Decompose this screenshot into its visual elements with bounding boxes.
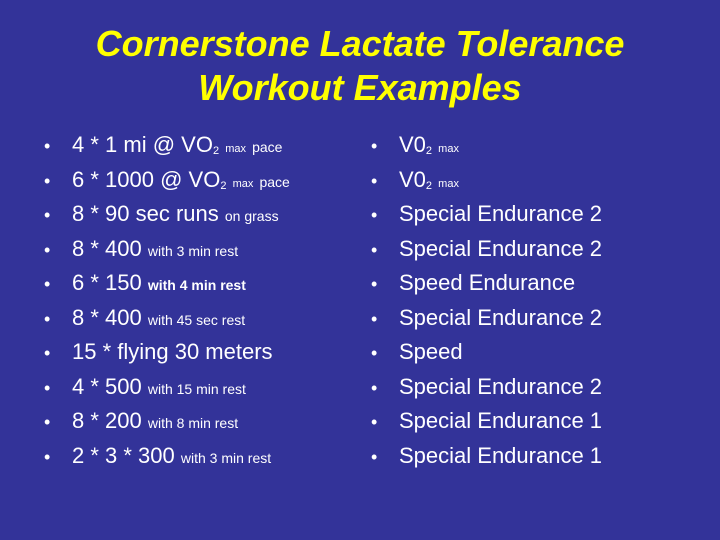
list-item [44,370,374,405]
item-main: Special Endurance 2 [399,304,603,330]
list-item [44,197,374,232]
list-item [371,439,701,474]
list-item [371,404,701,439]
title-line-2: Workout Examples [198,67,522,108]
item-main: Special Endurance 2 [399,373,603,399]
item-note: with 3 min rest [147,242,239,259]
item-note: on grass [224,208,279,224]
list-item [44,335,374,370]
item-note: with 8 min rest [147,415,239,431]
slide-title [0,22,720,110]
list-item [44,301,374,336]
bullet-icon: • [371,377,378,398]
item-subscript: 2 [220,179,227,192]
item-main: 6 * 150 [72,270,142,295]
list-item [371,163,701,198]
item-main: 15 * flying 30 meters [72,339,273,364]
item-note: with 4 min rest [147,277,246,293]
bullet-icon: • [371,170,378,191]
title-line-1: Cornerstone Lactate Tolerance [95,23,625,64]
workout-list [44,128,374,473]
bullet-icon: • [371,308,378,329]
item-main: 8 * 400 [72,235,142,261]
bullet-icon: • [371,205,378,225]
list-item [371,301,701,336]
item-main: Speed Endurance [399,270,576,295]
bullet-icon: • [44,377,51,398]
item-subscript: 2 [425,179,433,192]
item-tiny: max [438,177,459,190]
bullet-icon: • [371,412,378,432]
item-main: V0 [399,166,426,192]
item-main: Special Endurance 2 [399,235,603,261]
item-main: 8 * 200 [72,408,142,433]
bullet-icon: • [371,343,378,363]
list-item [44,404,374,439]
item-tiny: max [232,177,254,190]
list-item [44,232,374,267]
item-note: with 3 min rest [180,449,272,466]
bullet-icon: • [371,446,378,467]
bullet-icon: • [44,274,51,294]
bullet-icon: • [44,136,51,156]
item-main: V0 [399,132,426,157]
item-main: 2 * 3 * 300 [72,442,175,468]
item-main: 8 * 90 sec runs [72,201,219,226]
bullet-icon: • [371,136,378,156]
item-main: 8 * 400 [72,304,142,330]
item-tiny: max [225,143,246,155]
list-item [371,370,701,405]
item-subscript: 2 [212,145,220,157]
list-item [371,232,701,267]
item-note: with 45 sec rest [147,311,246,328]
list-item [44,266,374,301]
list-item [44,128,374,163]
item-main: Special Endurance 1 [399,408,603,433]
bullet-icon: • [44,239,51,260]
item-note: pace [259,173,290,190]
bullet-icon: • [371,274,378,294]
bullet-icon: • [44,205,51,225]
bullet-icon: • [44,412,51,432]
list-item [371,128,701,163]
bullet-icon: • [44,170,51,191]
list-item [44,439,374,474]
item-main: Special Endurance 2 [399,201,603,226]
item-note: pace [252,139,283,155]
item-main: 4 * 500 [72,373,142,399]
list-item [371,335,701,370]
item-main: Speed [399,339,463,364]
bullet-icon: • [371,239,378,260]
list-item [371,197,701,232]
bullet-icon: • [44,308,51,329]
item-main: 6 * 1000 @ VO [72,166,221,192]
item-main: Special Endurance 1 [399,442,603,468]
list-item [44,163,374,198]
list-item [371,266,701,301]
item-note: with 15 min rest [147,380,246,397]
item-main: 4 * 1 mi @ VO [72,132,213,157]
bullet-icon: • [44,446,51,467]
item-subscript: 2 [425,145,433,157]
training-type-list [371,128,701,473]
item-tiny: max [438,143,459,155]
bullet-icon: • [44,343,51,363]
